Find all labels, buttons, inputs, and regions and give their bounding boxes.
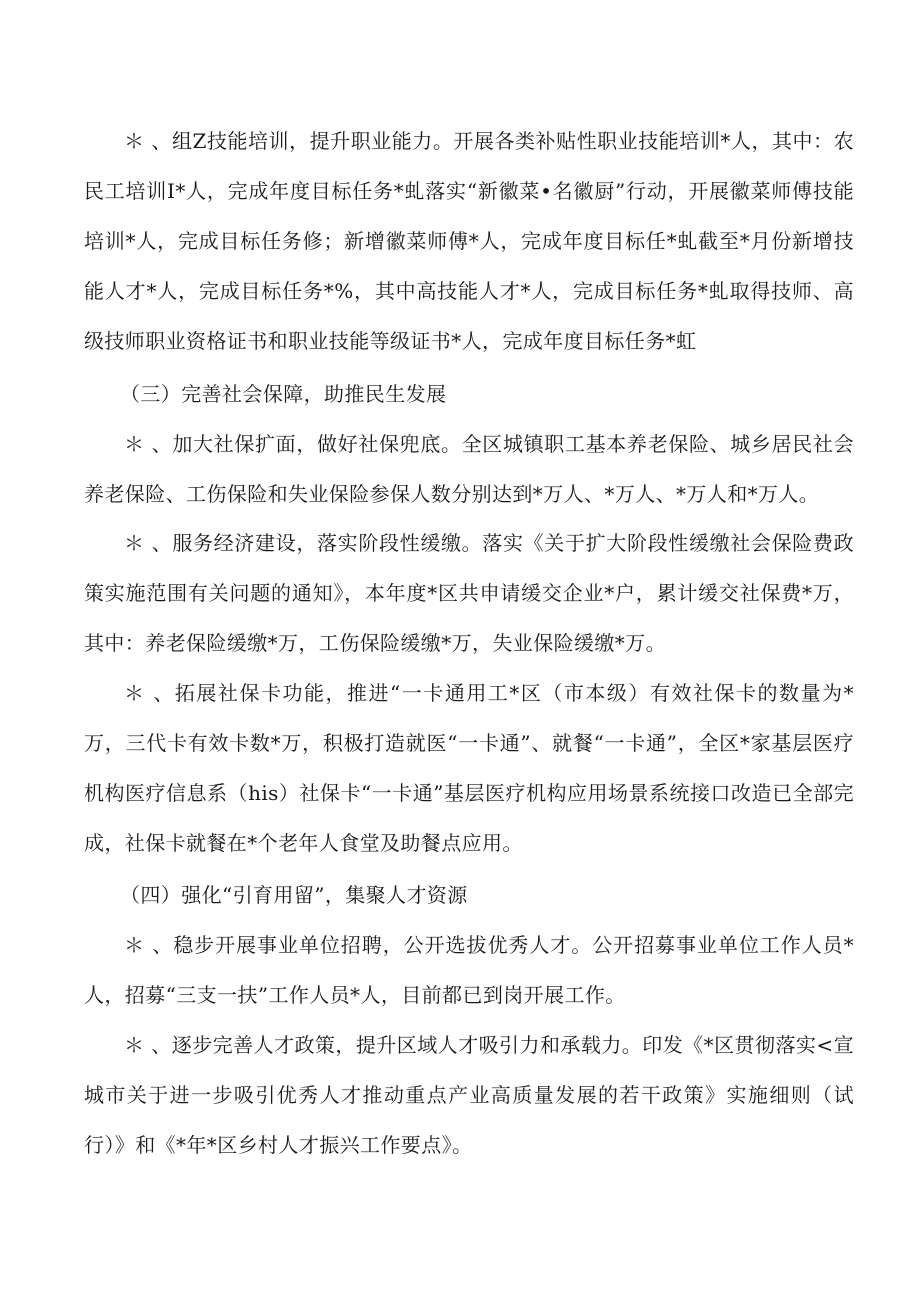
section-heading-social-security: （三）完善社会保障，助推民生发展 xyxy=(120,382,447,406)
paragraph-public-recruitment: ＊ 、稳步开展事业单位招聘，公开选拔优秀人才。公开招募事业单位工作人员*人，招募“三支一扶”工作人员*人，目前都已到岗开展工作。 xyxy=(84,933,854,1007)
paragraph-social-insurance-expansion: ＊ 、加大社保扩面，做好社保兜底。全区城镇职工基本养老保险、城乡居民社会养老保险、工伤保险和失业保险参保人数分别达到*万人、*万人、*万人和*万人。 xyxy=(84,432,854,506)
section-heading-talent: （四）强化“引育用留”，集聚人才资源 xyxy=(120,883,468,907)
paragraph-social-security-card: ＊ 、拓展社保卡功能，推进“一卡通用工*区（市本级）有效社保卡的数量为*万，三代卡有效卡数*万，积极打造就医“一卡通”、就餐“一卡通”，全区*家基层医疗机构医疗信息系（his）社保卡“一卡通”基层医疗机构应用场景系统接口改造已全部完成，社保卡就餐在*个老年人食堂及助餐点应用。 xyxy=(84,681,854,855)
paragraph-skills-training: ＊ 、组Z技能培训，提升职业能力。开展各类补贴性职业技能培训*人，其中：农民工培训I*人，完成年度目标任务*虬落实“新徽菜•名徽厨”行动，开展徽菜师傅技能培训*人，完成目标任务修；新增徽菜师傅*人，完成年度目标任*虬截至*月份新增技能人才*人，完成目标任务*%，其中高技能人才*人，完成目标任务*虬取得技师、高级技师职业资格证书和职业技能等级证书*人，完成年度目标任务*虹 xyxy=(84,129,854,353)
paragraph-talent-policy: ＊ 、逐步完善人才政策，提升区域人才吸引力和承载力。印发《*区贯彻落实<宣城市关于进一步吸引优秀人才推动重点产业高质量发展的若干政策》实施细则（试行）》和《*年*区乡村人才振兴工作要点》。 xyxy=(84,1033,854,1157)
paragraph-deferred-payment: ＊ 、服务经济建设，落实阶段性缓缴。落实《关于扩大阶段性缓缴社会保险费政策实施范围有关问题的通知》，本年度*区共申请缓交企业*户，累计缓交社保费*万，其中：养老保险缓缴*万，工伤保险缓缴*万，失业保险缓缴*万。 xyxy=(84,531,854,655)
